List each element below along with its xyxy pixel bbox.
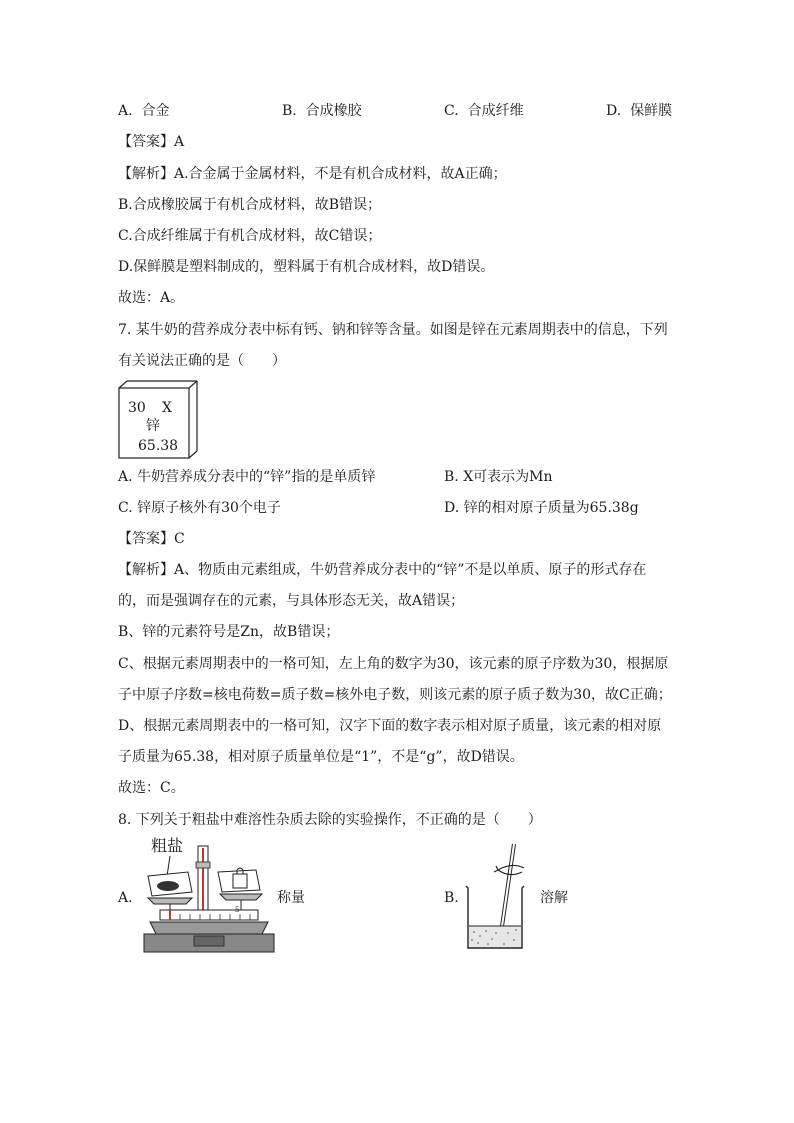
q6-answer: 【答案】A: [118, 134, 185, 150]
atomic-mass: 65.38: [138, 438, 179, 454]
q7-stem-line: 有关说法正确的是（ ）: [118, 353, 286, 369]
figure-b-caption: 溶解: [540, 890, 568, 906]
crude-salt-label: 粗盐: [151, 836, 184, 855]
option-text: 合成纤维: [467, 103, 524, 119]
atomic-number: 30: [128, 400, 146, 416]
q7-conclusion: 故选：C。: [118, 780, 185, 796]
beaker-figure: [460, 840, 530, 952]
element-symbol: X: [162, 400, 172, 416]
q7-analysis-line: B、锌的元素符号是Zn，故B错误；: [118, 624, 340, 640]
element-name: 锌: [146, 418, 160, 434]
option-letter: A.: [118, 103, 133, 119]
figure-b-letter: B.: [444, 890, 459, 906]
figure-a-caption: 称量: [277, 890, 305, 906]
q7-analysis-line: 【解析】A、物质由元素组成，牛奶营养成分表中的“锌”不是以单质、原子的形式存在: [118, 562, 647, 578]
q6-analysis-line: B.合成橡胶属于有机合成材料，故B错误；: [118, 197, 382, 213]
q6-analysis-line: C.合成纤维属于有机合成材料，故C错误；: [118, 228, 382, 244]
option-letter: B.: [282, 103, 297, 119]
q6-conclusion: 故选：A。: [118, 290, 185, 306]
q7-analysis-line: C、根据元素周期表中的一格可知，左上角的数字为30，该元素的原子序数为30，根据原: [118, 656, 669, 672]
option-text: 保鲜膜: [630, 103, 673, 119]
q7-analysis-line: D、根据元素周期表中的一格可知，汉字下面的数字表示相对原子质量，该元素的相对原: [118, 718, 662, 734]
option-letter: C.: [444, 103, 459, 119]
q7-analysis-line: 的，而是强调存在的元素，与具体形态无关，故A错误；: [118, 593, 465, 609]
q6-analysis-line: D.保鲜膜是塑料制成的，塑料属于有机合成材料，故D错误。: [118, 259, 495, 275]
beaker-stirring-icon: [460, 840, 530, 952]
q7-option-b: B. X可表示为Mn: [444, 469, 553, 485]
q7-option-c: C. 锌原子核外有30个电子: [118, 500, 281, 516]
q7-answer: 【答案】C: [118, 531, 185, 547]
q6-analysis-line: 【解析】A.合金属于金属材料，不是有机合成材料，故A正确；: [118, 166, 507, 182]
option-text: 合金: [141, 103, 170, 119]
q6-option-d: [606, 101, 672, 121]
q7-option-d: D. 锌的相对原子质量为65.38g: [444, 500, 639, 516]
scale-number: 5: [235, 906, 240, 914]
q7-stem-line: 7. 某牛奶的营养成分表中标有钙、钠和锌等含量。如图是锌在元素周期表中的信息，下列: [118, 322, 668, 338]
q6-option-b: [282, 101, 362, 121]
periodic-table-tile: [118, 380, 198, 460]
q6-option-a: [118, 101, 169, 121]
q8-stem: 8. 下列关于粗盐中难溶性杂质去除的实验操作，不正确的是（ ）: [118, 812, 542, 828]
q7-analysis-line: 子质量为65.38，相对原子质量单位是“1”，不是“g”，故D错误。: [118, 749, 524, 765]
q7-analysis-line: 子中原子序数=核电荷数=质子数=核外电子数，则该元素的原子质子数为30，故C正确；: [118, 687, 672, 703]
balance-figure: [134, 836, 284, 958]
q7-option-a: A. 牛奶营养成分表中的“锌”指的是单质锌: [118, 469, 376, 485]
q6-option-c: [444, 101, 524, 121]
option-text: 合成橡胶: [305, 103, 362, 119]
figure-a-letter: A.: [118, 890, 133, 906]
option-letter: D.: [606, 103, 622, 119]
